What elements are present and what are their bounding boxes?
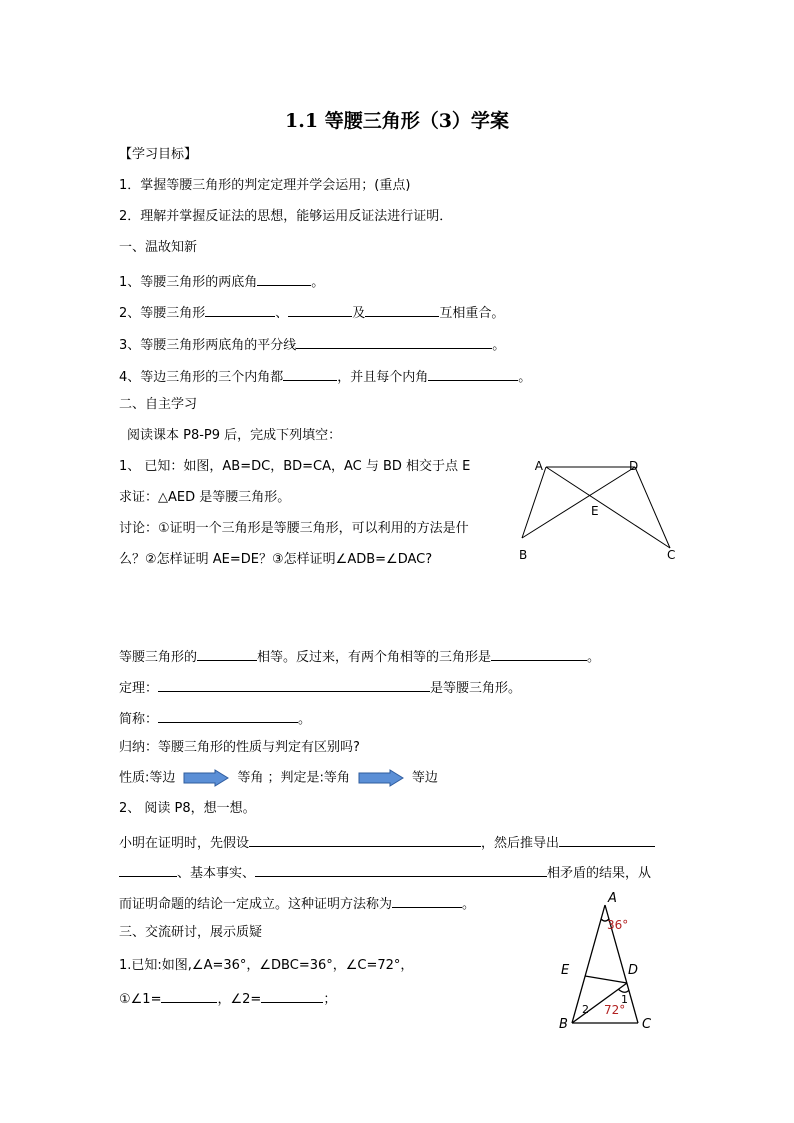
triangle-figure [555, 888, 665, 1033]
problem1-discuss-2: 么？②怎样证明 AE=DE？③怎样证明∠ADB=∠DAC? [119, 552, 433, 567]
label-E: E [591, 504, 599, 518]
review-q1-end: 。 [311, 275, 325, 290]
blank[interactable] [119, 862, 177, 877]
summary: 归纳：等腰三角形的性质与判定有区别吗? [119, 740, 360, 755]
problem2: 2、 阅读 P8，想一想。 [119, 801, 256, 816]
objective-1: 1．掌握等腰三角形的判定定理并学会运用；(重点) [119, 178, 411, 193]
problem1-prove: 求证：△AED 是等腰三角形。 [119, 490, 291, 505]
label-A: A [608, 891, 617, 906]
review-q4 [119, 366, 531, 387]
p2-l3-b: 。 [462, 897, 476, 912]
label-B: B [519, 548, 528, 562]
review-q3 [119, 334, 505, 355]
angle-1-label: 1 [621, 993, 628, 1006]
short-line [119, 708, 311, 729]
section2-heading: 二、自主学习 [119, 397, 198, 412]
short-end: 。 [298, 712, 312, 727]
problem2-line3 [119, 893, 475, 914]
fill-1-b: 相等。反过来，有两个角相等的三角形是 [257, 650, 492, 665]
label-E: E [561, 963, 570, 978]
blank[interactable] [261, 988, 323, 1003]
page-title: 1.1 等腰三角形（3）学案 [285, 110, 509, 132]
segment-DB [522, 467, 635, 538]
ex1-angle2: ，∠2= [217, 992, 262, 1007]
segment-DC [635, 467, 670, 548]
review-q2 [119, 302, 504, 323]
theorem-end: 是等腰三角形。 [430, 681, 522, 696]
blank[interactable] [249, 832, 481, 847]
prop-c: 等边 [411, 770, 438, 786]
property-vs-criterion [119, 769, 438, 788]
review-q3-end: 。 [492, 338, 506, 353]
prop-b: 等角 ；判定是:等角 [237, 770, 350, 786]
review-q2-and: 及 [352, 306, 366, 321]
blank[interactable] [559, 832, 655, 847]
section3-heading: 三、交流研讨，展示质疑 [119, 925, 263, 940]
blank[interactable] [365, 302, 439, 317]
review-q1-text: 1、等腰三角形的两底角 [119, 275, 258, 290]
blank[interactable] [205, 302, 275, 317]
theorem-label: 定理： [119, 681, 159, 696]
blank[interactable] [288, 302, 352, 317]
p2-l1-b: ，然后推导出 [481, 836, 560, 851]
segment-AC [546, 467, 670, 548]
blank[interactable] [283, 366, 337, 381]
blank[interactable] [257, 271, 311, 286]
blank[interactable] [491, 646, 587, 661]
problem2-line2 [119, 862, 651, 883]
problem1-given: 1、 已知：如图，AB=DC，BD=CA，AC 与 BD 相交于点 E [119, 459, 471, 474]
review-q4-mid: ，并且每个内角 [337, 370, 429, 385]
blank[interactable] [158, 708, 298, 723]
review-q1 [119, 271, 324, 292]
review-q2-end: 互相重合。 [439, 306, 505, 321]
blank[interactable] [296, 334, 492, 349]
trapezoid-figure [510, 455, 690, 570]
objectives-header: 【学习目标】 [119, 147, 198, 162]
review-q4-end: 。 [518, 370, 532, 385]
p2-l3-a: 而证明命题的结论一定成立。这种证明方法称为 [119, 897, 393, 912]
blank[interactable] [161, 988, 217, 1003]
review-q4-text: 4、等边三角形的三个内角都 [119, 370, 284, 385]
prop-a: 性质:等边 [119, 770, 176, 786]
p2-l1-a: 小明在证明时，先假设 [119, 836, 250, 851]
ex1-end: ； [323, 992, 337, 1007]
objective-2: 2．理解并掌握反证法的思想，能够运用反证法进行证明． [119, 209, 453, 224]
angle-2-label: 2 [582, 1003, 589, 1016]
fill-1-c: 。 [587, 650, 601, 665]
p2-l2-b: 相矛盾的结果，从 [547, 866, 652, 881]
section1-heading: 一、温故知新 [119, 240, 198, 255]
p2-l2-a: 、基本事实、 [177, 866, 256, 881]
right-arrow-icon [183, 769, 229, 787]
blank[interactable] [428, 366, 518, 381]
review-q3-text: 3、等腰三角形两底角的平分线 [119, 338, 297, 353]
label-C: C [667, 548, 676, 562]
short-label: 简称： [119, 712, 159, 727]
segment-AB [522, 467, 546, 538]
blank[interactable] [392, 893, 462, 908]
segment-ED [585, 976, 627, 983]
blank[interactable] [158, 677, 430, 692]
angle-A-value: 36° [607, 918, 629, 932]
fill-1 [119, 646, 600, 667]
exercise1-given: 1.已知:如图,∠A=36°，∠DBC=36°，∠C=72°， [119, 958, 414, 973]
ex1-angle1: ①∠1= [119, 992, 162, 1007]
problem1-discuss-1: 讨论：①证明一个三角形是等腰三角形，可以利用的方法是什 [119, 521, 469, 536]
label-D: D [629, 459, 639, 473]
blank[interactable] [255, 862, 547, 877]
right-arrow-icon [358, 769, 404, 787]
angle-arc-D [618, 989, 629, 992]
exercise1-sub [119, 988, 336, 1009]
reading-intro: 阅读课本 P8-P9 后，完成下列填空： [127, 428, 342, 443]
review-q2-sep: 、 [275, 306, 289, 321]
review-q2-text: 2、等腰三角形 [119, 306, 206, 321]
label-D: D [628, 963, 639, 978]
label-A: A [534, 459, 543, 473]
fill-1-a: 等腰三角形的 [119, 650, 198, 665]
label-C: C [642, 1017, 652, 1032]
blank[interactable] [197, 646, 257, 661]
theorem-line [119, 677, 521, 698]
label-B: B [559, 1017, 568, 1032]
angle-C-value: 72° [604, 1003, 626, 1017]
problem2-line1 [119, 832, 655, 853]
